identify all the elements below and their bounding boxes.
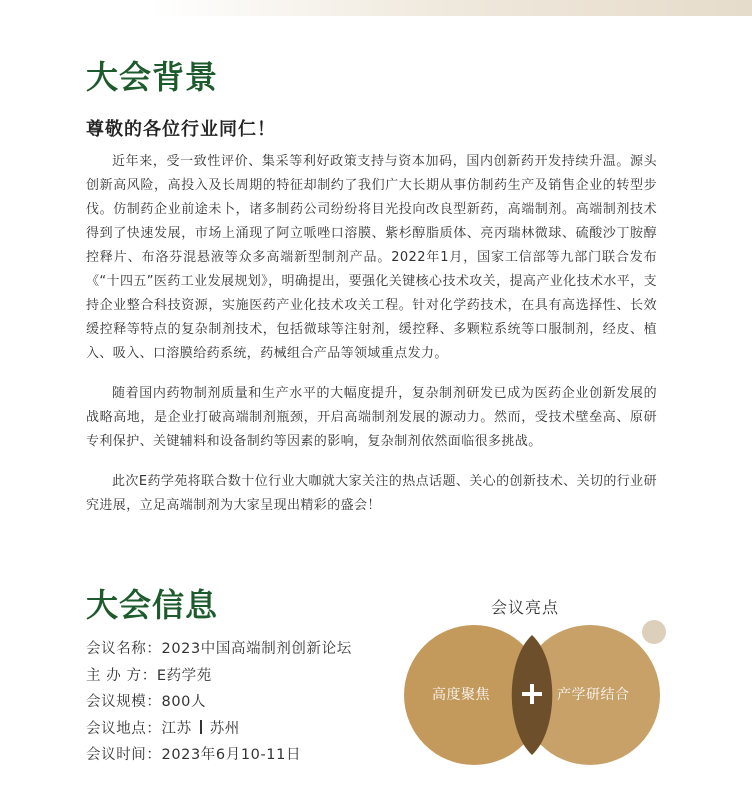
info-name: 会议名称：2023中国高端制剂创新论坛 — [86, 641, 352, 657]
info-section-title: 大会信息 — [86, 586, 219, 624]
plus-icon — [521, 683, 543, 705]
background-section-title: 大会背景 — [86, 58, 219, 96]
separator-bar — [200, 720, 202, 734]
paragraph-2: 随着国内药物制剂质量和生产水平的大幅度提升，复杂制剂研发已成为医药企业创新发展的战略高地，是企业打破高端制剂瓶颈，开启高端制剂发展的源动力。然而，受技术壁垒高、原研专利保护、关键辅料和设备制约等因素的影响，复杂制剂依然面临很多挑战。 — [86, 386, 657, 449]
highlights-title: 会议亮点 — [491, 598, 560, 617]
background-body — [86, 150, 657, 534]
info-location-city: 苏州 — [209, 720, 240, 737]
highlight-left-label: 高度聚焦 — [432, 687, 490, 703]
paragraph-3: 此次E药学苑将联合数十位行业大咖就大家关注的热点话题、关心的创新技术、关切的行业研究进展，立足高端制剂为大家呈现出精彩的盛会！ — [86, 474, 657, 513]
info-location-prefix: 会议地点：江苏 — [86, 720, 192, 737]
info-time: 会议时间：2023年6月10-11日 — [86, 747, 302, 763]
paragraph-1: 近年来，受一致性评价、集采等利好政策支持与资本加码，国内创新药开发持续升温。源头创新高风险，高投入及长周期的特征却制约了我们广大长期从事仿制药生产及销售企业的转型步伐。仿制药企业前途未卜，诸多制药公司纷纷将目光投向改良型新药，高端制剂。高端制剂技术得到了快速发展，市场上涌现了阿立哌唑口溶膜、紫杉醇脂质体、亮丙瑞林微球、硫酸沙丁胺醇控释片、布洛芬混悬液等众多高端新型制剂产品。2022年1月，国家工信部等九部门联合发布《“十四五”医药工业发展规划》，明确提出，要强化关键核心技术攻关，提高产业化技术水平，支持企业整合科技资源，实施医药产业化技术攻关工程。针对化学药技术，在具有高选择性、长效缓控释等特点的复杂制剂技术，包括微球等注射剂，缓控释、多颗粒系统等口服制剂，经皮、植入、吸入、口溶膜给药系统，药械组合产品等领域重点发力。 — [86, 154, 657, 361]
info-list — [86, 636, 352, 769]
greeting: 尊敬的各位行业同仁！ — [86, 119, 276, 140]
info-scale: 会议规模：800人 — [86, 694, 207, 710]
info-location — [86, 716, 352, 743]
decorative-dot — [642, 620, 666, 644]
top-decorative-bar — [0, 0, 752, 16]
highlight-right-label: 产学研结合 — [557, 687, 630, 703]
info-organizer: 主 办 方：E药学苑 — [86, 667, 212, 684]
